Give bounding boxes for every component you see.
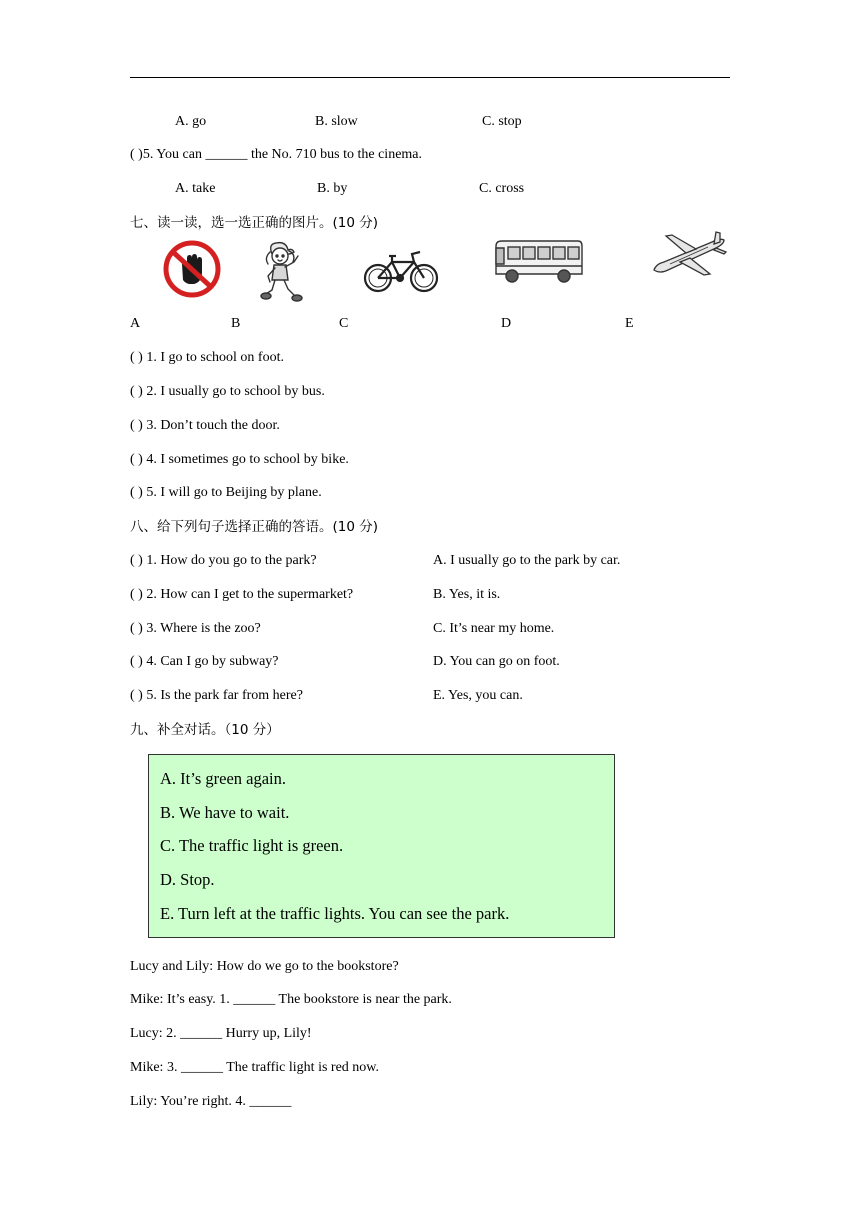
picture-letter-c: C xyxy=(339,316,349,331)
section8-heading: 八、给下列句子选择正确的答语。(10 分) xyxy=(130,519,379,535)
section9-heading: 九、补全对话。（10 分） xyxy=(130,722,280,738)
sec8-question-3: ( ) 3. Where is the zoo? xyxy=(130,621,261,636)
picture-letter-d: D xyxy=(501,316,512,331)
stop-hand-sign-icon xyxy=(163,240,221,298)
dialogue-line-4: Mike: 3. ______ The traffic light is red now. xyxy=(130,1060,379,1075)
sec8-question-5: ( ) 5. Is the park far from here? xyxy=(130,688,303,703)
sec7-item-1: ( ) 1. I go to school on foot. xyxy=(130,350,284,365)
header-rule xyxy=(130,77,730,78)
airplane-icon xyxy=(650,228,728,280)
running-girl-icon xyxy=(258,240,310,306)
box-option-d: D. Stop. xyxy=(160,870,215,889)
box-option-e: E. Turn left at the traffic lights. You can see the park. xyxy=(160,904,510,923)
q5-option-b: B. by xyxy=(317,181,348,196)
sec8-answer-d: D. You can go on foot. xyxy=(433,654,560,669)
bicycle-icon xyxy=(362,248,440,296)
sec8-question-1: ( ) 1. How do you go to the park? xyxy=(130,553,317,568)
box-option-a: A. It’s green again. xyxy=(160,769,286,788)
sec8-answer-b: B. Yes, it is. xyxy=(433,587,501,602)
sec7-item-2: ( ) 2. I usually go to school by bus. xyxy=(130,384,325,399)
q5-option-a: A. take xyxy=(175,181,216,196)
picture-letter-a: A xyxy=(130,316,141,331)
box-option-c: C. The traffic light is green. xyxy=(160,836,344,855)
dialogue-line-2: Mike: It’s easy. 1. ______ The bookstore is near the park. xyxy=(130,992,452,1007)
q4-option-c: C. stop xyxy=(482,114,522,129)
picture-letter-e: E xyxy=(625,316,634,331)
sec8-question-4: ( ) 4. Can I go by subway? xyxy=(130,654,279,669)
sec7-item-4: ( ) 4. I sometimes go to school by bike. xyxy=(130,452,349,467)
q5-option-c: C. cross xyxy=(479,181,525,196)
q4-option-b: B. slow xyxy=(315,114,358,129)
sec8-answer-c: C. It’s near my home. xyxy=(433,621,555,636)
sec8-question-2: ( ) 2. How can I get to the supermarket? xyxy=(130,587,354,602)
q4-option-a: A. go xyxy=(175,114,207,129)
sec7-item-5: ( ) 5. I will go to Beijing by plane. xyxy=(130,485,322,500)
sec8-answer-e: E. Yes, you can. xyxy=(433,688,523,703)
sec8-answer-a: A. I usually go to the park by car. xyxy=(433,553,621,568)
section7-heading: 七、读一读，选一选正确的图片。(10 分) xyxy=(130,215,379,231)
box-option-b: B. We have to wait. xyxy=(160,803,290,822)
q5-stem: ( )5. You can ______ the No. 710 bus to the cinema. xyxy=(130,147,423,162)
sec7-item-3: ( ) 3. Don’t touch the door. xyxy=(130,418,280,433)
dialogue-line-3: Lucy: 2. ______ Hurry up, Lily! xyxy=(130,1026,312,1041)
dialogue-line-1: Lucy and Lily: How do we go to the bookstore? xyxy=(130,959,399,974)
picture-letter-b: B xyxy=(231,316,241,331)
dialogue-line-5: Lily: You’re right. 4. ______ xyxy=(130,1094,292,1109)
options-box xyxy=(148,754,615,938)
bus-icon xyxy=(492,238,584,284)
